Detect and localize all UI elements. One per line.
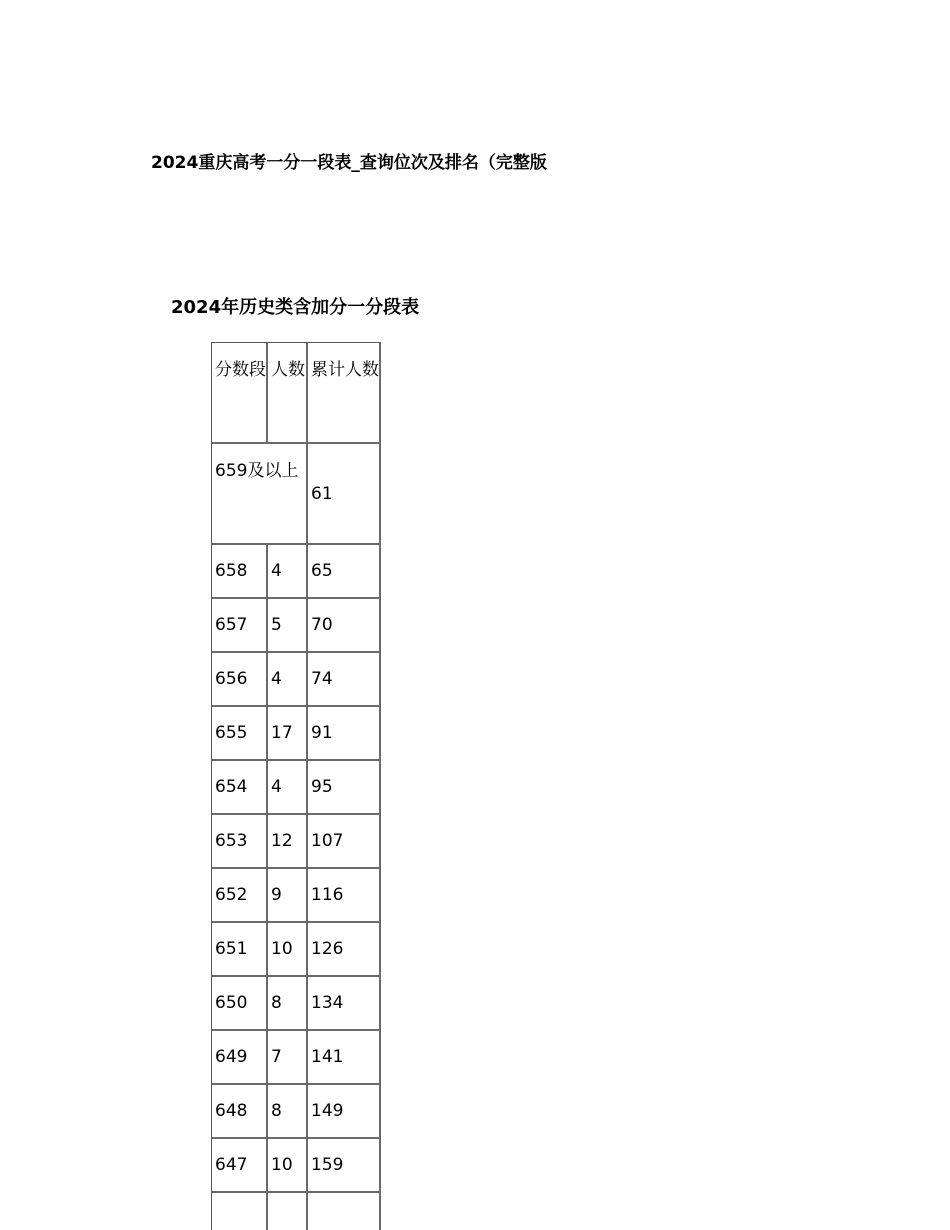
table-row <box>212 977 381 1031</box>
section-title: 2024年历史类含加分一分段表 <box>171 297 420 318</box>
cell-count: 10 <box>268 1139 308 1193</box>
cell-cumulative: 95 <box>308 761 381 815</box>
cell-cumulative: 107 <box>308 815 381 869</box>
cell-score: 649 <box>212 1031 268 1085</box>
cell-count <box>268 1193 308 1230</box>
cell-score: 658 <box>212 545 268 599</box>
cell-count: 9 <box>268 869 308 923</box>
table-row <box>212 1031 381 1085</box>
cell-count: 7 <box>268 1031 308 1085</box>
table-row <box>212 599 381 653</box>
table-row <box>212 761 381 815</box>
cell-cumulative: 70 <box>308 599 381 653</box>
cell-count: 8 <box>268 1085 308 1139</box>
cell-cumulative: 149 <box>308 1085 381 1139</box>
cell-count: 17 <box>268 707 308 761</box>
cell-score: 652 <box>212 869 268 923</box>
cell-cumulative: 159 <box>308 1139 381 1193</box>
cell-count: 4 <box>268 761 308 815</box>
table-row-top-score <box>212 444 381 545</box>
table-row <box>212 815 381 869</box>
cell-count: 5 <box>268 599 308 653</box>
cell-cumulative: 134 <box>308 977 381 1031</box>
table-row <box>212 1139 381 1193</box>
cell-score: 651 <box>212 923 268 977</box>
cell-cumulative: 65 <box>308 545 381 599</box>
cell-score: 647 <box>212 1139 268 1193</box>
cell-cumulative: 61 <box>308 444 381 545</box>
table-row <box>212 545 381 599</box>
table-row <box>212 1193 381 1230</box>
cell-score: 655 <box>212 707 268 761</box>
header-cumulative: 累计人数 <box>308 343 381 444</box>
cell-cumulative: 116 <box>308 869 381 923</box>
table-row <box>212 923 381 977</box>
document-title: 2024重庆高考一分一段表_查询位次及排名（完整版 <box>151 153 547 173</box>
cell-cumulative: 74 <box>308 653 381 707</box>
cell-score: 656 <box>212 653 268 707</box>
cell-count: 4 <box>268 545 308 599</box>
header-count: 人数 <box>268 343 308 444</box>
cell-count: 8 <box>268 977 308 1031</box>
cell-cumulative: 91 <box>308 707 381 761</box>
cell-cumulative <box>308 1193 381 1230</box>
score-distribution-table <box>211 342 381 1230</box>
cell-score: 657 <box>212 599 268 653</box>
table-row <box>212 1085 381 1139</box>
cell-cumulative: 126 <box>308 923 381 977</box>
cell-score <box>212 1193 268 1230</box>
table-row <box>212 653 381 707</box>
cell-score: 650 <box>212 977 268 1031</box>
cell-score: 659及以上 <box>212 444 308 545</box>
cell-score: 654 <box>212 761 268 815</box>
cell-count: 12 <box>268 815 308 869</box>
table-row <box>212 869 381 923</box>
cell-score: 648 <box>212 1085 268 1139</box>
header-score-range: 分数段 <box>212 343 268 444</box>
table-header-row <box>212 343 381 444</box>
cell-score: 653 <box>212 815 268 869</box>
score-table-container <box>211 342 381 1230</box>
cell-count: 4 <box>268 653 308 707</box>
cell-cumulative: 141 <box>308 1031 381 1085</box>
cell-count: 10 <box>268 923 308 977</box>
table-row <box>212 707 381 761</box>
